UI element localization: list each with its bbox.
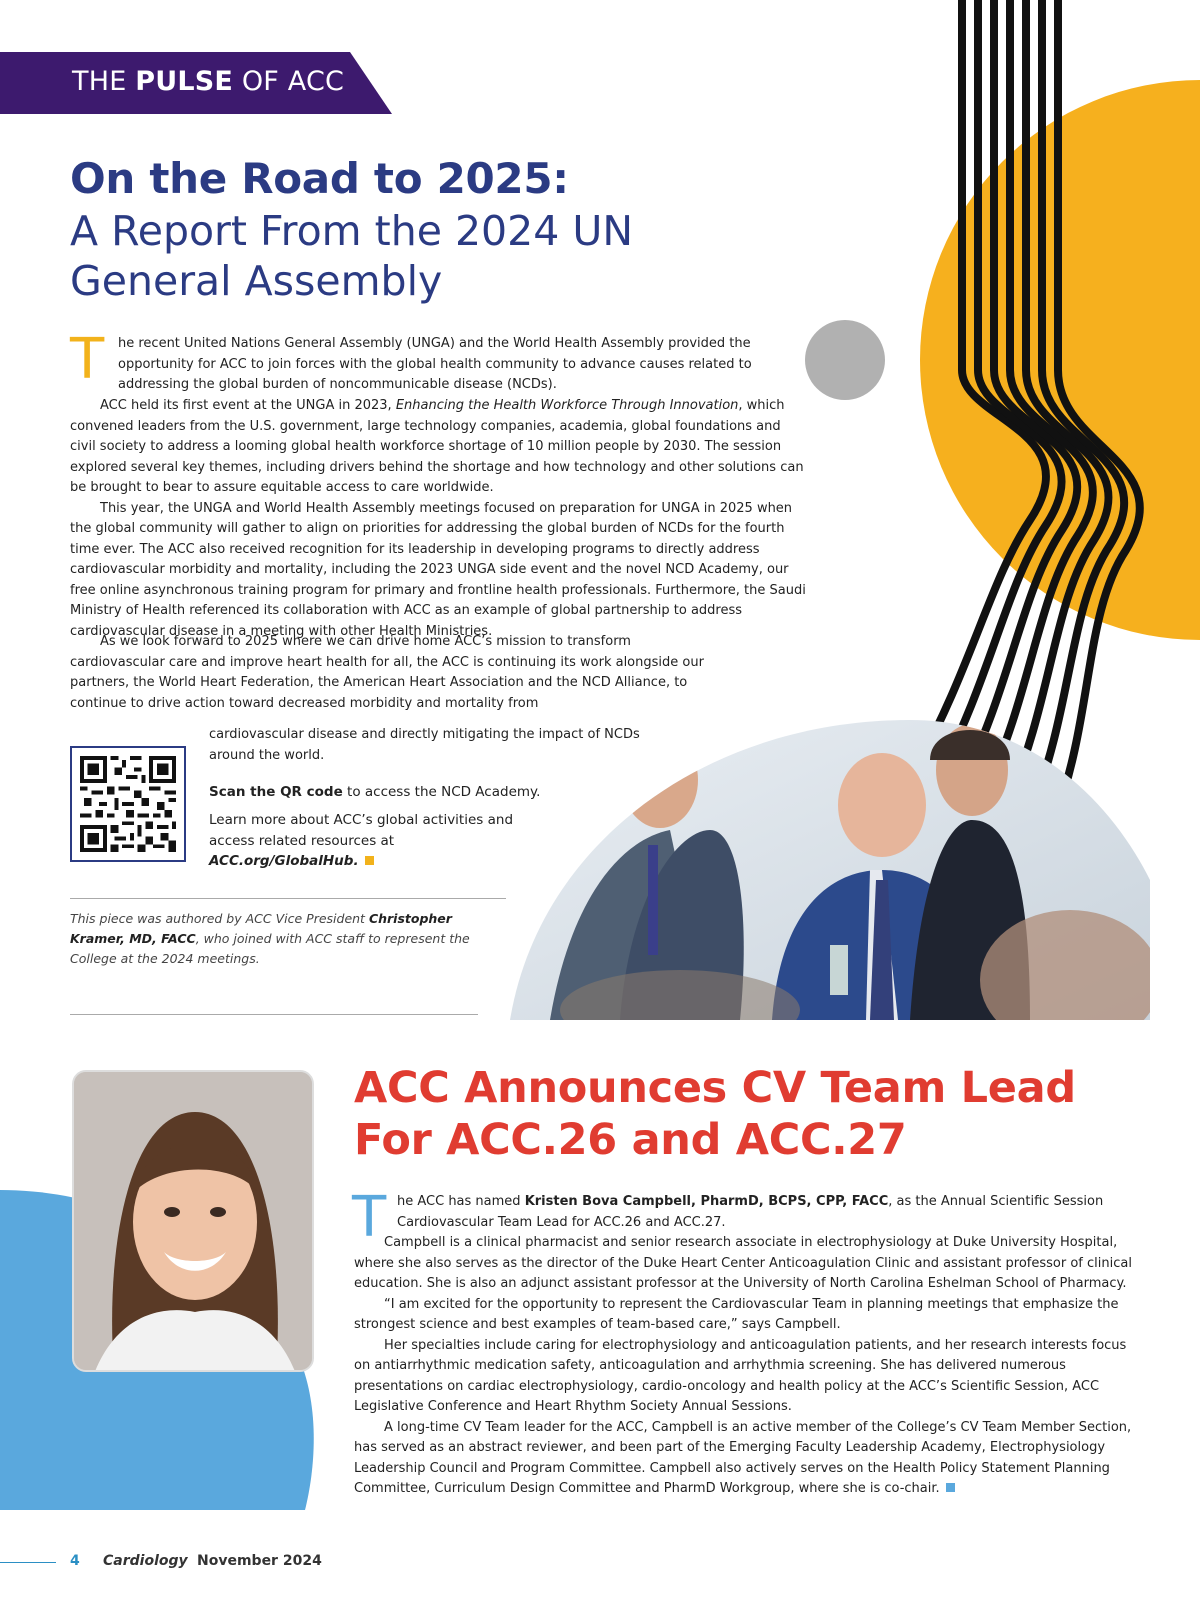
article1-paragraph-2: ACC held its first event at the UNGA in 2023, Enhancing the Health Workforce Through Innovation, which convened leaders from the U.S. government, large technology companies, academia, global foundations and civil society to address a looming global health workforce shortage of 10 million people by 2030. The session explored several key themes, including drivers behind the shortage and how technology and other solutions can be brought to bear to assure equitable access to care worldwide. — [70, 398, 804, 495]
article2-paragraph-4: Her specialties include caring for electrophysiology and anticoagulation patients, and her research interests focus on antiarrhythmic medication safety, anticoagulation and arrhythmia screening. She has delivered numerous presentations on cardiac electrophysiology, cardio-oncology and health policy at the ACC’s Scientific Session, ACC Legislative Conference and Heart Rhythm Society Annual Sessions. — [354, 1337, 1127, 1414]
author-divider-top — [70, 898, 506, 899]
end-mark-icon — [365, 856, 374, 865]
footer-rule — [0, 1562, 56, 1563]
article1-paragraph-3: This year, the UNGA and World Health Assembly meetings focused on preparation for UNGA in 2025 when the global community will gather to align on priorities for addressing the global burden of NCDs for the fourth time ever. The ACC also received recognition for its leadership in developing programs to directly address cardiovascular morbidity and mortality, including the 2023 UNGA side event and the novel NCD Academy, our free online asynchronous training program for primary and frontline health professionals. Furthermore, the Saudi Ministry of Health referenced its collaboration with ACC as an example of global partnership to address cardiovascular disease in a meeting with other Health Ministries. — [70, 500, 806, 639]
article2-paragraph-2: Campbell is a clinical pharmacist and senior research associate in electrophysiology at Duke University Hospital, where she also serves as the director of the Duke Heart Center Anticoagulation Clinic and assistant professor of clinical education. She is also an adjunct assistant professor at the University of North Carolina Eshelman School of Pharmacy. — [354, 1235, 1132, 1291]
article2-body — [354, 1233, 1134, 1500]
qr-instruction: Scan the QR code to access the NCD Academy. — [209, 784, 541, 800]
article1-title: On the Road to 2025: — [70, 154, 569, 203]
article1-paragraph-4: As we look forward to 2025 where we can drive home ACC’s mission to transform cardiovascular care and improve heart health for all, the ACC is continuing its work alongside our partners, the World Heart Federation, the American Heart Association and the NCD Alliance, to continue to drive action toward decreased morbidity and mortality from — [70, 634, 704, 711]
article1-paragraph-4-end: cardiovascular disease and directly mitigating the impact of NCDs around the world. — [209, 727, 640, 763]
author-note: This piece was authored by ACC Vice President Christopher Kramer, MD, FACC, who joined with ACC staff to represent the College at the 2024 meetings. — [70, 911, 470, 966]
magazine-name: Cardiology — [103, 1553, 188, 1569]
article2-title: ACC Announces CV Team Lead For ACC.26 and ACC.27 — [354, 1063, 1076, 1165]
article1-intro: he recent United Nations General Assembly (UNGA) and the World Health Assembly provided the opportunity for ACC to join forces with the global health community to advance causes related to addressing the global burden of noncommunicable disease (NCDs). — [118, 336, 752, 392]
article2-paragraph-5: A long-time CV Team leader for the ACC, Campbell is an active member of the College’s CV Team Member Section, has served as an abstract reviewer, and been part of the Emerging Faculty Leadership Academy, Electrophysiology Leadership Council and Program Committee. Campbell also actively serves on the Health Policy Statement Planning Committee, Curriculum Design Committee and PharmD Workgroup, where she is co-chair. — [354, 1419, 1132, 1496]
portrait-photo — [72, 1070, 314, 1372]
meeting-photo — [510, 720, 1150, 1020]
qr-code-icon[interactable] — [80, 756, 176, 852]
article2-paragraph-3: “I am excited for the opportunity to represent the Cardiovascular Team in planning meetings that emphasize the strongest science and best examples of team-based care,” says Campbell. — [354, 1296, 1119, 1332]
end-mark-icon — [946, 1483, 955, 1492]
page-number: 4 — [70, 1553, 80, 1569]
global-hub-link[interactable]: ACC.org/GlobalHub. — [209, 853, 359, 869]
section-label: THE PULSE OF ACC — [72, 66, 345, 97]
article1-drop-cap: T — [70, 327, 105, 392]
article1-subtitle: A Report From the 2024 UN General Assembly — [70, 207, 634, 305]
article-divider — [70, 1014, 478, 1015]
learn-more-text: Learn more about ACC’s global activities and access related resources at ACC.org/GlobalHub. — [209, 812, 514, 869]
article2-intro: he ACC has named Kristen Bova Campbell, PharmD, BCPS, CPP, FACC, as the Annual Scientific Session Cardiovascular Team Lead for ACC.26 and ACC.27. — [397, 1194, 1104, 1230]
portrait-illustration — [74, 1072, 314, 1372]
article1-body — [70, 396, 810, 642]
issue-date: November 2024 — [197, 1553, 322, 1569]
article2-drop-cap: T — [352, 1185, 387, 1250]
